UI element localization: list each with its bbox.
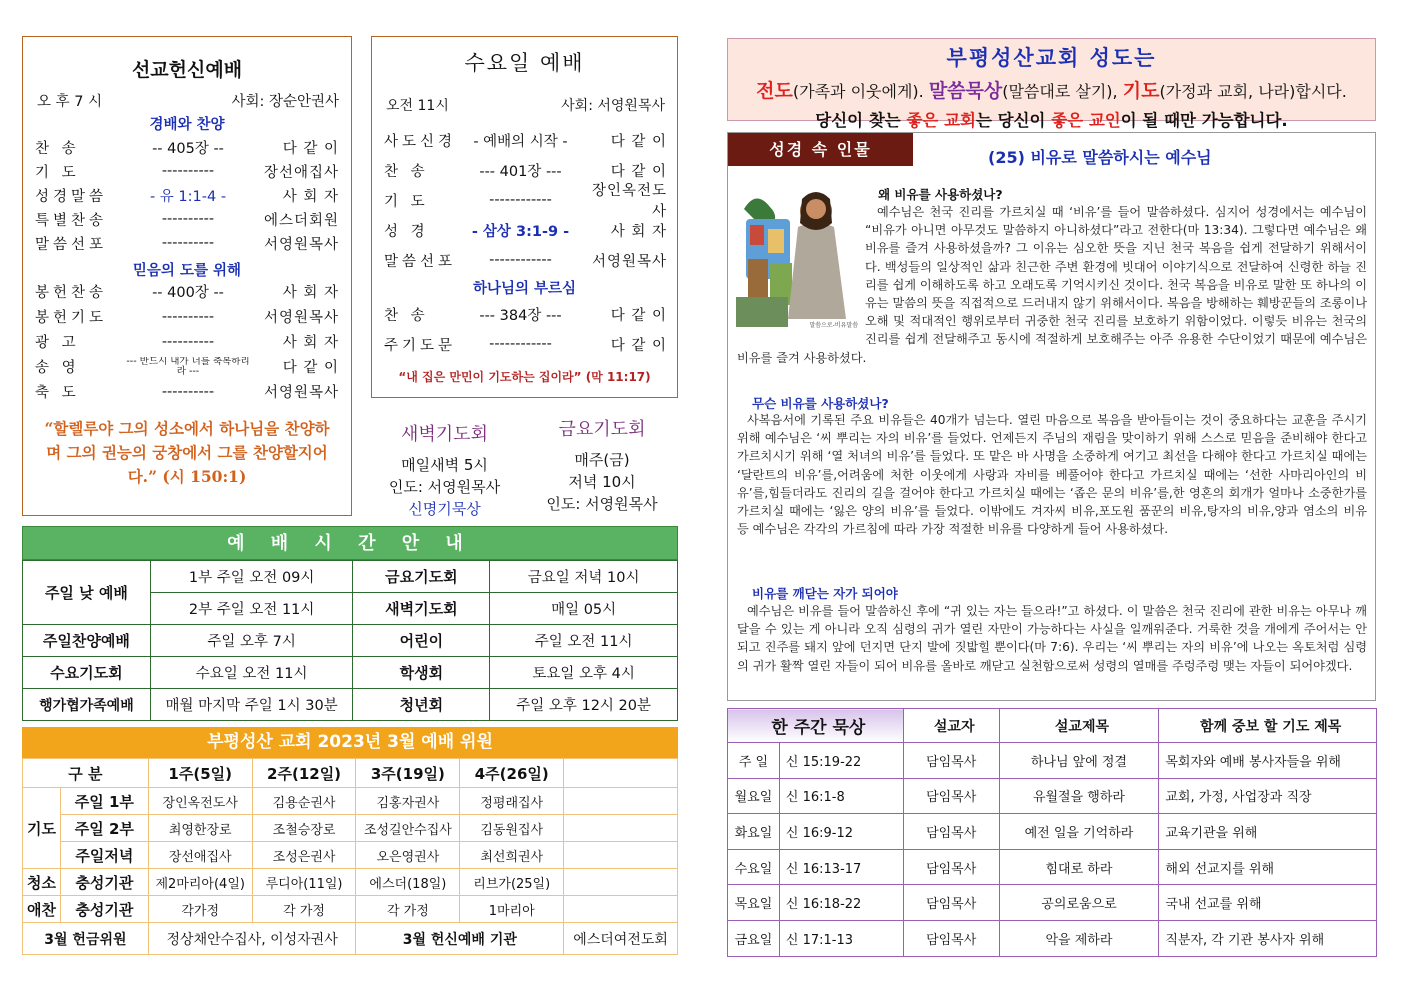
table-header-row xyxy=(728,709,1377,743)
table-cell xyxy=(564,869,678,896)
wednesday-section: 하나님의 부르심 xyxy=(472,281,577,297)
article-paragraph-2: 사복음서에 기록된 주요 비유들은 40개가 넘는다. 열린 마음으로 복음을 받아들이는 것이 중요하다는 교훈을 주시기 위해 예수님은 ‘씨 뿌리는 자의 비유’를 들었다. 언제든지 주님의 재림을 맞이하기 위해 스스로 믿음을 준비해야 한다고 가르치시기 위해 ‘열 처녀의 비유’를 들었다. 또 맡은 바 사명을 소중하게 여기고 최선을 다해야 한다고 가르치실 때에는 ‘달란트의 비유’를,어려움에 처한 이웃에게 사랑과 자비를 베풀어야 한다고 가르치실 때에는 ‘선한 사마리아인의 비유’를,힘들더라도 진리의 길을 걸어야 한다고 가르치실 때에는 ‘좁은 문의 비유’를,한 영혼의 회개가 얼마나 소중한가를 가르치실 때에는 ‘잃은 양의 비유’를 들었다. 이밖에도 겨자씨 비유,포도원 품꾼의 비유,탕자의 비유,양과 염소의 비유 등 예수님은 각각의 가르침에 따라 가장 적절한 비유를 다양하게 들어 사용하셨다. xyxy=(737,413,1367,537)
table-cell: 장인옥전도사 xyxy=(148,788,252,815)
friday-prayer-line: 저녁 10시 xyxy=(568,473,636,491)
table-cell: 3월 헌신예배 기관 xyxy=(356,923,564,955)
friday-prayer-line: 매주(금) xyxy=(574,451,630,469)
mission-order-1 xyxy=(35,135,339,255)
article-heading-3: 비유를 깨닫는 자가 되어야 xyxy=(752,586,898,601)
mission-order-2 xyxy=(35,279,339,404)
table-cell: 금요기도회 xyxy=(353,561,490,593)
table-cell xyxy=(564,759,678,788)
table-cell: 새벽기도회 xyxy=(353,593,490,625)
table-row: 수요일 신 16:13-17 담임목사 힘대로 하라 해외 선교지를 위해 xyxy=(728,849,1377,885)
mission-time: 오 후 7 시 xyxy=(37,94,103,110)
table-row xyxy=(23,759,678,788)
table-row xyxy=(23,788,678,815)
table-cell: 2부 주일 오전 11시 xyxy=(150,593,353,625)
table-row: 화요일 신 16:9-12 담임목사 예전 일을 기억하라 교육기관을 위해 xyxy=(728,814,1377,850)
table-cell: 기도 xyxy=(23,788,61,869)
table-cell: 애찬 xyxy=(23,896,61,923)
table-cell: 에스더(18일) xyxy=(356,869,460,896)
table-cell: 1부 주일 오전 09시 xyxy=(150,561,353,593)
service-times-title: 예 배 시 간 안 내 xyxy=(22,526,678,560)
friday-prayer-title: 금요기도회 xyxy=(558,419,646,440)
table-cell: 각 가정 xyxy=(252,896,356,923)
table-cell: 김용순권사 xyxy=(252,788,356,815)
mission-host: 사회: 장순안권사 xyxy=(231,94,339,110)
table-cell: 주일 1부 xyxy=(60,788,148,815)
table-cell: 최영한장로 xyxy=(148,815,252,842)
order-row: 말씀선포 ---------- 서영원목사 xyxy=(35,235,339,253)
table-cell: 루디아(11일) xyxy=(252,869,356,896)
table-cell: 오은영권사 xyxy=(356,842,460,869)
wednesday-time: 오전 11시 xyxy=(386,98,449,114)
service-times-table xyxy=(22,560,678,721)
wednesday-title: 수요일 예배 xyxy=(464,51,585,75)
table-cell: 2주(12일) xyxy=(252,759,356,788)
friday-prayer xyxy=(527,415,677,515)
table-cell: 매월 마지막 주일 1시 30분 xyxy=(150,689,353,721)
table-cell: 행가협가족예배 xyxy=(23,689,151,721)
table-row xyxy=(23,923,678,955)
order-row: 성경말씀 - 유 1:1-4 - 사 회 자 xyxy=(35,188,339,205)
church-motto xyxy=(727,38,1376,130)
table-cell: 수요기도회 xyxy=(23,657,151,689)
table-cell: 정상채안수집사, 이성자권사 xyxy=(148,923,356,955)
table-row xyxy=(23,842,678,869)
dawn-prayer-line: 신명기묵상 xyxy=(408,500,481,518)
dawn-prayer-title: 새벽기도회 xyxy=(401,424,488,445)
dawn-prayer-line: 인도: 서영원목사 xyxy=(388,478,501,496)
wednesday-host: 사회: 서영원목사 xyxy=(561,98,665,114)
table-cell: 조성길안수집사 xyxy=(356,815,460,842)
wednesday-verse: “내 집은 만민이 기도하는 집이라” (막 11:17) xyxy=(398,370,651,384)
table-cell: 4주(26일) xyxy=(460,759,564,788)
table-cell: 청소 xyxy=(23,869,61,896)
table-cell: 주일 2부 xyxy=(60,815,148,842)
wednesday-worship-box xyxy=(371,36,678,398)
table-cell: 주일 오후 7시 xyxy=(150,625,353,657)
table-cell: 정평래집사 xyxy=(460,788,564,815)
table-cell xyxy=(564,788,678,815)
article-heading-1: 왜 비유를 사용하셨나? xyxy=(878,187,1003,202)
order-row: 봉헌기도 ---------- 서영원목사 xyxy=(35,308,339,326)
order-row: 주기도문 ------------ 다 같 이 xyxy=(384,336,667,354)
wednesday-order-2 xyxy=(384,299,667,359)
article-paragraph-3: 예수님은 비유를 들어 말씀하신 후에 “귀 있는 자는 들으라!”고 하셨다. 이 말씀은 천국 진리에 관한 비유는 아무나 깨달을 수 있는 게 아니라 오직 심령의 귀가 열린 자만이 가능하다는 사실을 일깨워준다. 거룩한 것을 개에게 주어서는 안되고 진주를 돼지 앞에 던지면 단지 발에 짓밟힐 뿐이다(마 7:6). 우리는 ‘씨 뿌리는 자의 비유’에 나오는 옥토처럼 심령의 귀가 활짝 열린 자들이 되어 비유를 올바로 깨닫고 실천함으로써 성령의 열매를 주렁주렁 맺는 자들이 되어야겠다. xyxy=(737,604,1367,673)
table-row xyxy=(23,815,678,842)
table-cell: 학생회 xyxy=(353,657,490,689)
article-paragraph-1: 예수님은 천국 진리를 가르치실 때 ‘비유’를 들어 말씀하셨다. 심지어 성경에서는 예수님이 “비유가 아니면 아무것도 말씀하지 아니하셨다”라고 전한다(마 13:34). 그렇다면 예수님은 왜 비유를 즐겨 사용하셨을까? 그 이유는 심오한 뜻을 지닌 천국 복음을 쉽게 전달하기 위해서이다. 백성들의 일상적인 삶과 친근한 주변 환경에 빗대어 이야기식으로 전달하여 신령한 하늘 진리를 쉽게 이해하도록 하고 오래도록 기억시키신 것이다. 천국 복음을 비유로 말한 또 하나의 이유는 말씀의 뜻을 직접적으로 드러내지 않기 위해서이다. 복음을 방해하는 훼방꾼들의 조롱이나 오해 및 적대적인 행위로부터 귀중한 천국 진리를 보호하기 위함이었다. 이렇듯 비유는 천국의 진리를 쉽게 전달해주고 동시에 적절하게 보호해주는 아주 유용한 수단이었기 때문에 예수님은 비유를 즐겨 사용하셨다. xyxy=(737,205,1367,365)
table-cell: 1주(5일) xyxy=(148,759,252,788)
table-cell: 장선애집사 xyxy=(148,842,252,869)
table-cell: 김동원집사 xyxy=(460,815,564,842)
mission-title: 선교헌신예배 xyxy=(131,59,243,81)
table-cell: 매일 05시 xyxy=(490,593,678,625)
table-cell: 최선희권사 xyxy=(460,842,564,869)
order-row: 봉헌찬송 -- 400장 -- 사 회 자 xyxy=(35,285,339,301)
table-cell: 주일찬양예배 xyxy=(23,625,151,657)
table-header-cell: 설교자 xyxy=(903,709,999,743)
table-row xyxy=(23,657,678,689)
table-header-cell: 한 주간 묵상 xyxy=(728,709,904,743)
order-row: 찬 송 --- 401장 --- 다 같 이 xyxy=(384,163,667,180)
mission-section-1: 경배와 찬양 xyxy=(149,117,225,133)
table-cell: 주일 오후 12시 20분 xyxy=(490,689,678,721)
table-header-cell: 설교제목 xyxy=(999,709,1159,743)
friday-prayer-line: 인도: 서영원목사 xyxy=(546,495,658,513)
table-cell xyxy=(564,896,678,923)
motto-line-2: 전도(가족과 이웃에게). 말씀묵상(말씀대로 살기), 기도(가정과 교회, 나라)합시다. xyxy=(756,80,1347,102)
table-row xyxy=(23,625,678,657)
article-heading-2: 무슨 비유를 사용하셨나? xyxy=(752,396,889,411)
table-cell: 금요일 저녁 10시 xyxy=(490,561,678,593)
table-cell: 조철승장로 xyxy=(252,815,356,842)
table-cell: 청년회 xyxy=(353,689,490,721)
committee-table xyxy=(22,758,678,955)
dawn-prayer xyxy=(372,420,517,520)
table-cell xyxy=(564,842,678,869)
mission-quote: “할렐루야 그의 성소에서 하나님을 찬양하며 그의 권능의 궁창에서 그를 찬양할지어다.” (시 150:1) xyxy=(44,419,330,486)
table-cell: 수요일 오전 11시 xyxy=(150,657,353,689)
table-cell: 김홍자권사 xyxy=(356,788,460,815)
table-row xyxy=(23,869,678,896)
motto-title: 부평성산교회 성도는 xyxy=(946,46,1157,70)
order-row: 성 경 - 삼상 3:1-9 - 사 회 자 xyxy=(384,223,667,240)
table-cell: 3월 헌금위원 xyxy=(23,923,149,955)
table-cell: 제2마리아(4일) xyxy=(148,869,252,896)
table-cell xyxy=(564,815,678,842)
table-cell: 토요일 오후 4시 xyxy=(490,657,678,689)
order-row: 광 고 ---------- 사 회 자 xyxy=(35,333,339,351)
table-cell: 조성은권사 xyxy=(252,842,356,869)
table-cell: 각가정 xyxy=(148,896,252,923)
weekly-meditation-table xyxy=(727,708,1377,957)
table-cell: 주일 낮 예배 xyxy=(23,561,151,625)
dawn-prayer-line: 매일새벽 5시 xyxy=(401,456,488,474)
table-cell: 충성기관 xyxy=(60,896,148,923)
table-row: 월요일 신 16:1-8 담임목사 유월절을 행하라 교회, 가정, 사업장과 직장 xyxy=(728,778,1377,814)
table-cell: 구 분 xyxy=(23,759,149,788)
order-row: 기 도 ------------ 장인옥전도사 xyxy=(384,183,667,220)
table-cell: 충성기관 xyxy=(60,869,148,896)
wednesday-order-1 xyxy=(384,125,667,275)
table-cell: 리브가(25일) xyxy=(460,869,564,896)
order-row: 축 도 ---------- 서영원목사 xyxy=(35,383,339,401)
article-tag: 성경 속 인물 xyxy=(728,133,913,166)
article-title: (25) 비유로 말씀하시는 예수님 xyxy=(988,148,1212,167)
bible-figure-article xyxy=(727,132,1376,701)
table-cell: 각 가정 xyxy=(356,896,460,923)
table-cell: 어린이 xyxy=(353,625,490,657)
table-row: 금요일 신 17:1-13 담임목사 악을 제하라 직분자, 각 기관 봉사자 위해 xyxy=(728,920,1377,956)
mission-worship-box xyxy=(22,36,352,516)
order-row: 송 영 --- 반드시 내가 너를 축복하리라 --- 다 같 이 xyxy=(35,356,339,377)
order-row: 기 도 ---------- 장선애집사 xyxy=(35,163,339,181)
table-row xyxy=(23,689,678,721)
table-cell: 에스더여전도회 xyxy=(564,923,678,955)
table-row xyxy=(23,896,678,923)
committee-title: 부평성산 교회 2023년 3월 예배 위원 xyxy=(22,727,678,758)
table-row xyxy=(23,561,678,593)
table-cell: 주일저녁 xyxy=(60,842,148,869)
motto-line-3: 당신이 찾는 좋은 교회는 당신이 좋은 교인이 될 때만 가능합니다. xyxy=(815,111,1288,130)
table-row: 목요일 신 16:18-22 담임목사 공의로움으로 국내 선교를 위해 xyxy=(728,885,1377,921)
table-cell: 주일 오전 11시 xyxy=(490,625,678,657)
illustration-caption: 말씀으로-비유말씀 xyxy=(809,322,858,329)
order-row: 찬 송 -- 405장 -- 다 같 이 xyxy=(35,140,339,157)
table-cell: 3주(19일) xyxy=(356,759,460,788)
order-row: 사도신경 - 예배의 시작 - 다 같 이 xyxy=(384,133,667,150)
order-row: 특별찬송 ---------- 에스더회원 xyxy=(35,211,339,229)
order-row: 말씀선포 ------------ 서영원목사 xyxy=(384,252,667,270)
table-row: 주 일 신 15:19-22 담임목사 하나님 앞에 정결 목회자와 예배 봉사자들을 위해 xyxy=(728,743,1377,779)
table-cell: 1마리아 xyxy=(460,896,564,923)
order-row: 찬 송 --- 384장 --- 다 같 이 xyxy=(384,307,667,324)
mission-section-2: 믿음의 도를 위해 xyxy=(132,263,242,279)
table-header-cell: 함께 중보 할 기도 제목 xyxy=(1159,709,1377,743)
